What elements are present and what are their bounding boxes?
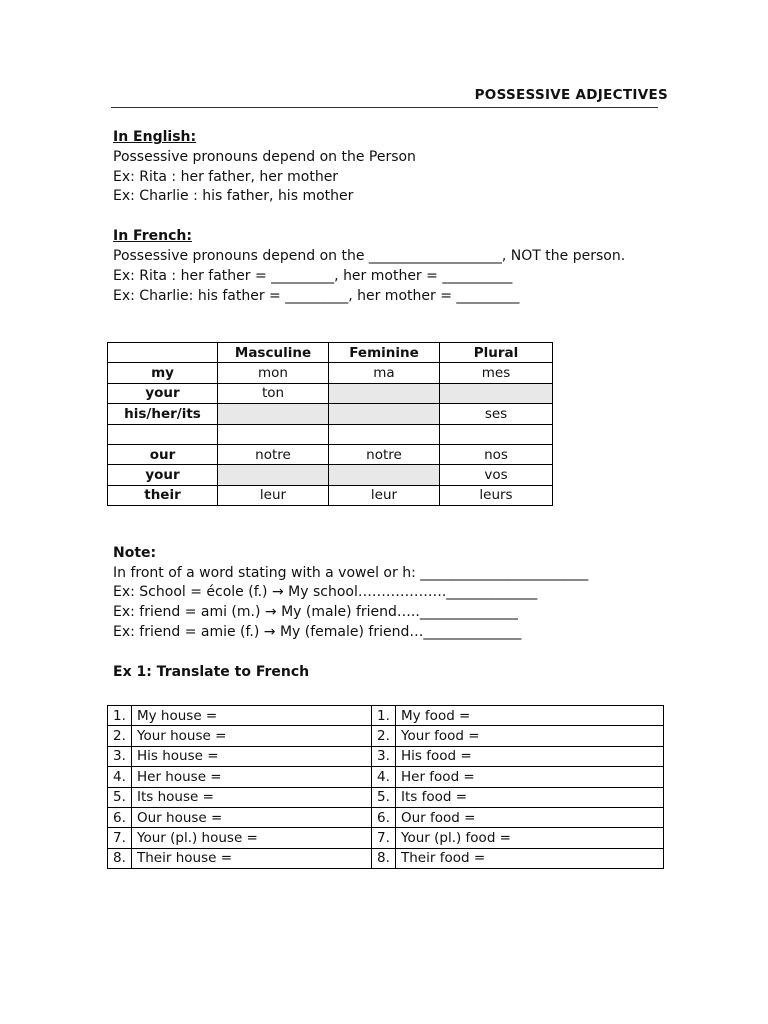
exercise-item: Their house = xyxy=(132,848,372,868)
french-line: Ex: Rita : her father = _________, her mother = __________ xyxy=(113,268,513,284)
table-cell: ma xyxy=(329,363,440,383)
table-row xyxy=(108,444,553,464)
possessive-adjective-table xyxy=(107,342,553,506)
french-line: Possessive pronouns depend on the ___________________, NOT the person. xyxy=(113,248,626,264)
pronoun-cell: their xyxy=(108,485,218,505)
shaded-cell xyxy=(440,383,553,403)
header-cell: Masculine xyxy=(218,343,329,363)
item-number: 6. xyxy=(372,807,396,827)
note-line: In front of a word stating with a vowel or h: ________________________ xyxy=(113,565,589,581)
table-cell: ses xyxy=(440,404,553,424)
shaded-cell xyxy=(218,404,329,424)
item-number: 3. xyxy=(108,746,132,766)
table-header-row xyxy=(108,343,553,363)
table-row xyxy=(108,767,664,787)
exercise-item: Our house = xyxy=(132,807,372,827)
note-line: Ex: friend = amie (f.) → My (female) friend…______________ xyxy=(113,624,522,640)
header-cell: Feminine xyxy=(329,343,440,363)
table-row xyxy=(108,848,664,868)
table-row xyxy=(108,807,664,827)
item-number: 5. xyxy=(108,787,132,807)
table-row xyxy=(108,383,553,403)
shaded-cell xyxy=(329,383,440,403)
item-number: 3. xyxy=(372,746,396,766)
table-row xyxy=(108,706,664,726)
exercise-item: His food = xyxy=(396,746,664,766)
table-row xyxy=(108,363,553,383)
table-cell xyxy=(440,424,553,444)
table-row xyxy=(108,485,553,505)
table-cell xyxy=(329,424,440,444)
exercise-item: Your (pl.) house = xyxy=(132,828,372,848)
exercise-item: My house = xyxy=(132,706,372,726)
table-cell: mon xyxy=(218,363,329,383)
page-title: POSSESSIVE ADJECTIVES xyxy=(474,87,668,103)
table-cell: vos xyxy=(440,465,553,485)
english-heading: In English: xyxy=(113,129,197,145)
table-row xyxy=(108,424,553,444)
pronoun-cell: my xyxy=(108,363,218,383)
item-number: 2. xyxy=(108,726,132,746)
pronoun-cell: your xyxy=(108,383,218,403)
item-number: 1. xyxy=(108,706,132,726)
item-number: 7. xyxy=(108,828,132,848)
table-cell xyxy=(218,424,329,444)
item-number: 2. xyxy=(372,726,396,746)
table-cell: leur xyxy=(329,485,440,505)
exercise-item: Your (pl.) food = xyxy=(396,828,664,848)
exercise-item: Its food = xyxy=(396,787,664,807)
exercise-item: Its house = xyxy=(132,787,372,807)
table-row xyxy=(108,404,553,424)
table-cell: mes xyxy=(440,363,553,383)
table-cell: leurs xyxy=(440,485,553,505)
pronoun-cell: your xyxy=(108,465,218,485)
item-number: 5. xyxy=(372,787,396,807)
pronoun-cell: his/her/its xyxy=(108,404,218,424)
exercise-item: Their food = xyxy=(396,848,664,868)
exercise-item: Your food = xyxy=(396,726,664,746)
table-row xyxy=(108,787,664,807)
item-number: 4. xyxy=(108,767,132,787)
exercise-item: His house = xyxy=(132,746,372,766)
table-row xyxy=(108,746,664,766)
table-cell: notre xyxy=(329,444,440,464)
french-heading: In French: xyxy=(113,228,192,244)
exercise-item: My food = xyxy=(396,706,664,726)
exercise-table xyxy=(107,705,664,869)
exercise-item: Her house = xyxy=(132,767,372,787)
item-number: 1. xyxy=(372,706,396,726)
french-line: Ex: Charlie: his father = _________, her mother = _________ xyxy=(113,288,520,304)
table-row xyxy=(108,828,664,848)
table-cell: nos xyxy=(440,444,553,464)
exercise-item: Her food = xyxy=(396,767,664,787)
table-row xyxy=(108,465,553,485)
english-line: Ex: Charlie : his father, his mother xyxy=(113,188,354,204)
item-number: 8. xyxy=(108,848,132,868)
table-row xyxy=(108,726,664,746)
exercise-item: Your house = xyxy=(132,726,372,746)
table-cell: notre xyxy=(218,444,329,464)
item-number: 8. xyxy=(372,848,396,868)
shaded-cell xyxy=(329,404,440,424)
note-line: Ex: friend = ami (m.) → My (male) friend…..______________ xyxy=(113,604,518,620)
exercise-heading: Ex 1: Translate to French xyxy=(113,664,310,680)
note-heading: Note: xyxy=(113,545,157,561)
table-cell: ton xyxy=(218,383,329,403)
pronoun-cell xyxy=(108,424,218,444)
item-number: 6. xyxy=(108,807,132,827)
shaded-cell xyxy=(218,465,329,485)
exercise-item: Our food = xyxy=(396,807,664,827)
english-line: Possessive pronouns depend on the Person xyxy=(113,149,416,165)
item-number: 7. xyxy=(372,828,396,848)
table-cell: leur xyxy=(218,485,329,505)
shaded-cell xyxy=(329,465,440,485)
header-cell: Plural xyxy=(440,343,553,363)
title-divider xyxy=(111,107,658,108)
pronoun-cell: our xyxy=(108,444,218,464)
header-cell xyxy=(108,343,218,363)
english-line: Ex: Rita : her father, her mother xyxy=(113,169,339,185)
item-number: 4. xyxy=(372,767,396,787)
note-line: Ex: School = école (f.) → My school………………._____________ xyxy=(113,584,538,600)
